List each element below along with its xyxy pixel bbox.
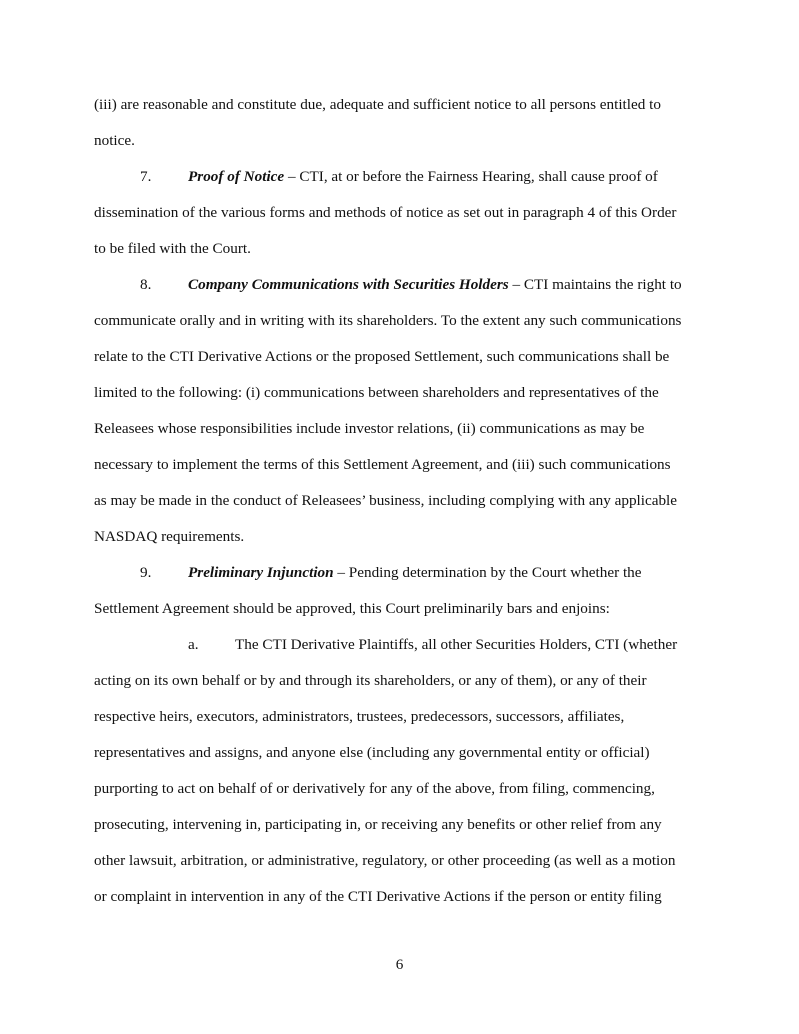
text-line: prosecuting, intervening in, participating in, or receiving any benefits or other relief from any: [94, 816, 662, 833]
paragraph-number: 8.: [140, 276, 152, 293]
paragraph-heading-line: [188, 168, 658, 186]
subparagraph-text: The CTI Derivative Plaintiffs, all other Securities Holders, CTI (whether: [235, 636, 678, 653]
text-line: dissemination of the various forms and methods of notice as set out in paragraph 4 of this Order: [94, 204, 677, 221]
paragraph-heading: Proof of Notice: [188, 168, 285, 185]
text-line: (iii) are reasonable and constitute due, adequate and sufficient notice to all persons entitled to: [94, 96, 661, 113]
text-line: communicate orally and in writing with its shareholders. To the extent any such communications: [94, 312, 682, 329]
subparagraph-label: a.: [188, 636, 199, 653]
paragraph-heading-line: [188, 276, 682, 294]
text-line: limited to the following: (i) communications between shareholders and representatives of the: [94, 384, 659, 401]
text-line: as may be made in the conduct of Releasees’ business, including complying with any applicable: [94, 492, 678, 509]
text-line: relate to the CTI Derivative Actions or the proposed Settlement, such communications shall be: [94, 348, 670, 365]
subparagraph-a: [94, 636, 714, 654]
text-line: or complaint in intervention in any of the CTI Derivative Actions if the person or entity filing: [94, 888, 662, 905]
paragraph-text: – CTI, at or before the Fairness Hearing, shall cause proof of: [284, 168, 658, 185]
paragraph-heading: Preliminary Injunction: [188, 564, 334, 581]
text-line: NASDAQ requirements.: [94, 528, 245, 545]
paragraph-heading: Company Communications with Securities Holders: [188, 276, 509, 293]
text-line: notice.: [94, 132, 135, 149]
paragraph-text: – CTI maintains the right to: [508, 276, 682, 293]
text-line: respective heirs, executors, administrators, trustees, predecessors, successors, affiliates,: [94, 708, 625, 725]
text-line: purporting to act on behalf of or derivatively for any of the above, from filing, commencing,: [94, 780, 655, 797]
text-line: representatives and assigns, and anyone else (including any governmental entity or official): [94, 744, 650, 761]
text-line: other lawsuit, arbitration, or administrative, regulatory, or other proceeding (as well as a motion: [94, 852, 676, 869]
paragraph-7: [94, 168, 714, 186]
paragraph-9: [94, 564, 714, 582]
page-number: 6: [395, 956, 404, 973]
text-line: Releasees whose responsibilities include investor relations, (ii) communications as may be: [94, 420, 645, 437]
text-line: necessary to implement the terms of this Settlement Agreement, and (iii) such communications: [94, 456, 671, 473]
text-line: to be filed with the Court.: [94, 240, 251, 257]
paragraph-number: 9.: [140, 564, 152, 581]
text-line: acting on its own behalf or by and through its shareholders, or any of them), or any of their: [94, 672, 647, 689]
paragraph-text: – Pending determination by the Court whether the: [333, 564, 642, 581]
text-line: Settlement Agreement should be approved, this Court preliminarily bars and enjoins:: [94, 600, 610, 617]
paragraph-heading-line: [188, 564, 642, 582]
paragraph-number: 7.: [140, 168, 152, 185]
paragraph-8: [94, 276, 714, 294]
